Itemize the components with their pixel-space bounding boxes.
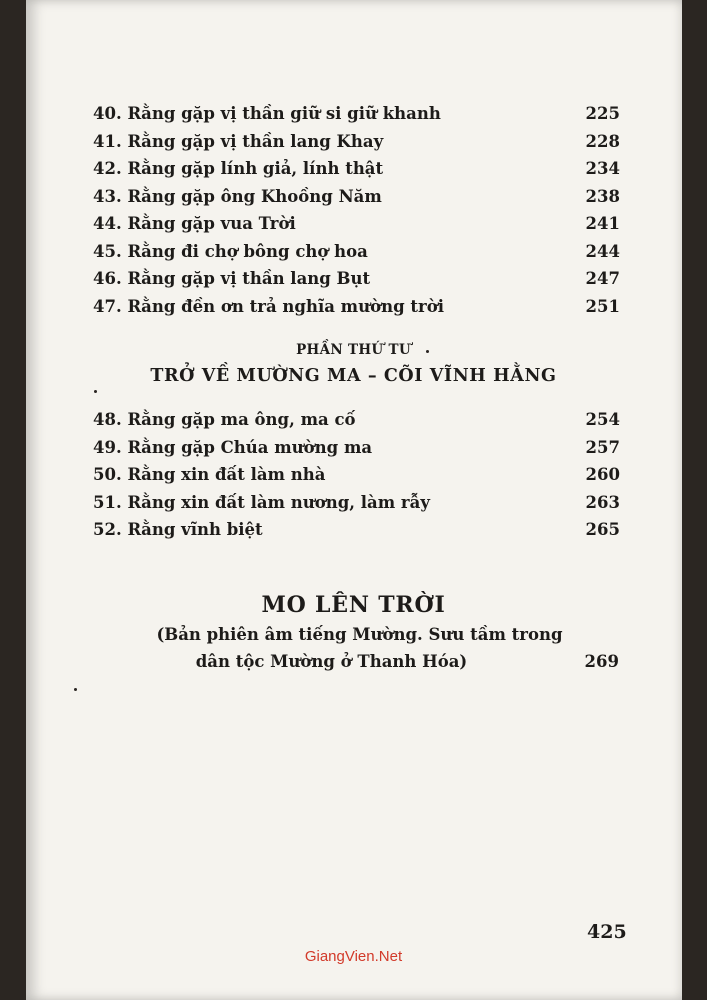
entry-page: 257 [585,437,620,457]
entry-page: 263 [585,492,620,512]
entry-page: 234 [585,159,620,178]
entry-page: 247 [585,269,620,288]
entry-page: 225 [585,104,620,123]
entry-title: Rằng vĩnh biệt [127,520,263,539]
entry-number: 46. [93,269,122,288]
entry-page: 228 [585,131,620,151]
print-speck [426,350,429,353]
entry-title: Rằng xin đất làm nhà [127,465,326,484]
entry-title: Rằng gặp ma ông, ma cố [127,410,356,429]
entry-page: 238 [585,186,620,206]
toc-entry[interactable] [93,406,620,434]
entry-number: 52. [93,520,122,539]
entry-number: 43. [93,186,122,206]
page-number: 425 [587,921,627,943]
entry-title: Rằng gặp vị thần lang Bụt [127,269,371,288]
entry-title: Rằng gặp Chúa mường ma [127,437,373,457]
toc-entry[interactable] [93,238,620,266]
book-title: MO LÊN TRỜI [261,592,446,618]
entry-title: Rằng gặp vua Trời [127,214,296,233]
entry-title: Rằng gặp vị thần lang Khay [127,131,384,151]
entry-number: 50. [93,465,122,484]
watermark: GiangVien.Net [304,948,403,965]
section-title: TRỞ VỀ MƯỜNG MA – CÕI VĨNH HẰNG [150,366,557,386]
entry-number: 42. [93,159,122,178]
entry-page: 254 [585,410,620,429]
entry-page: 260 [585,465,620,484]
entry-number: 41. [93,131,122,151]
toc-entry[interactable] [93,155,620,183]
entry-number: 44. [93,214,122,233]
entry-title: Rằng gặp vị thần giữ si giữ khanh [127,104,441,123]
book-note-line-2: dân tộc Mường ở Thanh Hóa) [195,652,468,671]
toc-entry[interactable] [93,293,620,321]
book-page-number: 269 [584,652,619,671]
entry-page: 244 [585,241,620,261]
entry-title: Rằng gặp lính giả, lính thật [127,159,384,178]
toc-entry[interactable] [93,434,620,462]
entry-number: 48. [93,410,122,429]
entry-page: 241 [585,214,620,233]
entry-title: Rằng đi chợ bông chợ hoa [127,241,368,261]
entry-number: 40. [93,104,122,123]
entry-number: 47. [93,296,122,316]
toc-entry[interactable] [93,265,620,293]
entry-title: Rằng gặp ông Khoồng Năm [127,186,382,206]
book-note-line-1: (Bản phiên âm tiếng Mường. Sưu tầm trong [156,625,563,644]
toc-entry[interactable] [93,210,620,238]
toc-entry[interactable] [93,128,620,156]
section-label: PHẦN THỨ TƯ [296,342,411,358]
print-speck [94,390,97,393]
toc-entry[interactable] [93,100,620,128]
entry-page: 265 [585,520,620,539]
toc-entry[interactable] [93,183,620,211]
toc-entry[interactable] [93,461,620,489]
toc-list-part-four [93,406,620,544]
entry-number: 45. [93,241,122,261]
toc-entry[interactable] [93,489,620,517]
entry-number: 51. [93,492,122,512]
entry-title: Rằng xin đất làm nương, làm rẫy [127,492,430,512]
entry-number: 49. [93,437,122,457]
entry-page: 251 [585,296,620,316]
print-speck [74,688,77,691]
entry-title: Rằng đền ơn trả nghĩa mường trời [127,296,444,316]
toc-list-part-three [93,100,620,320]
toc-entry[interactable] [93,516,620,544]
